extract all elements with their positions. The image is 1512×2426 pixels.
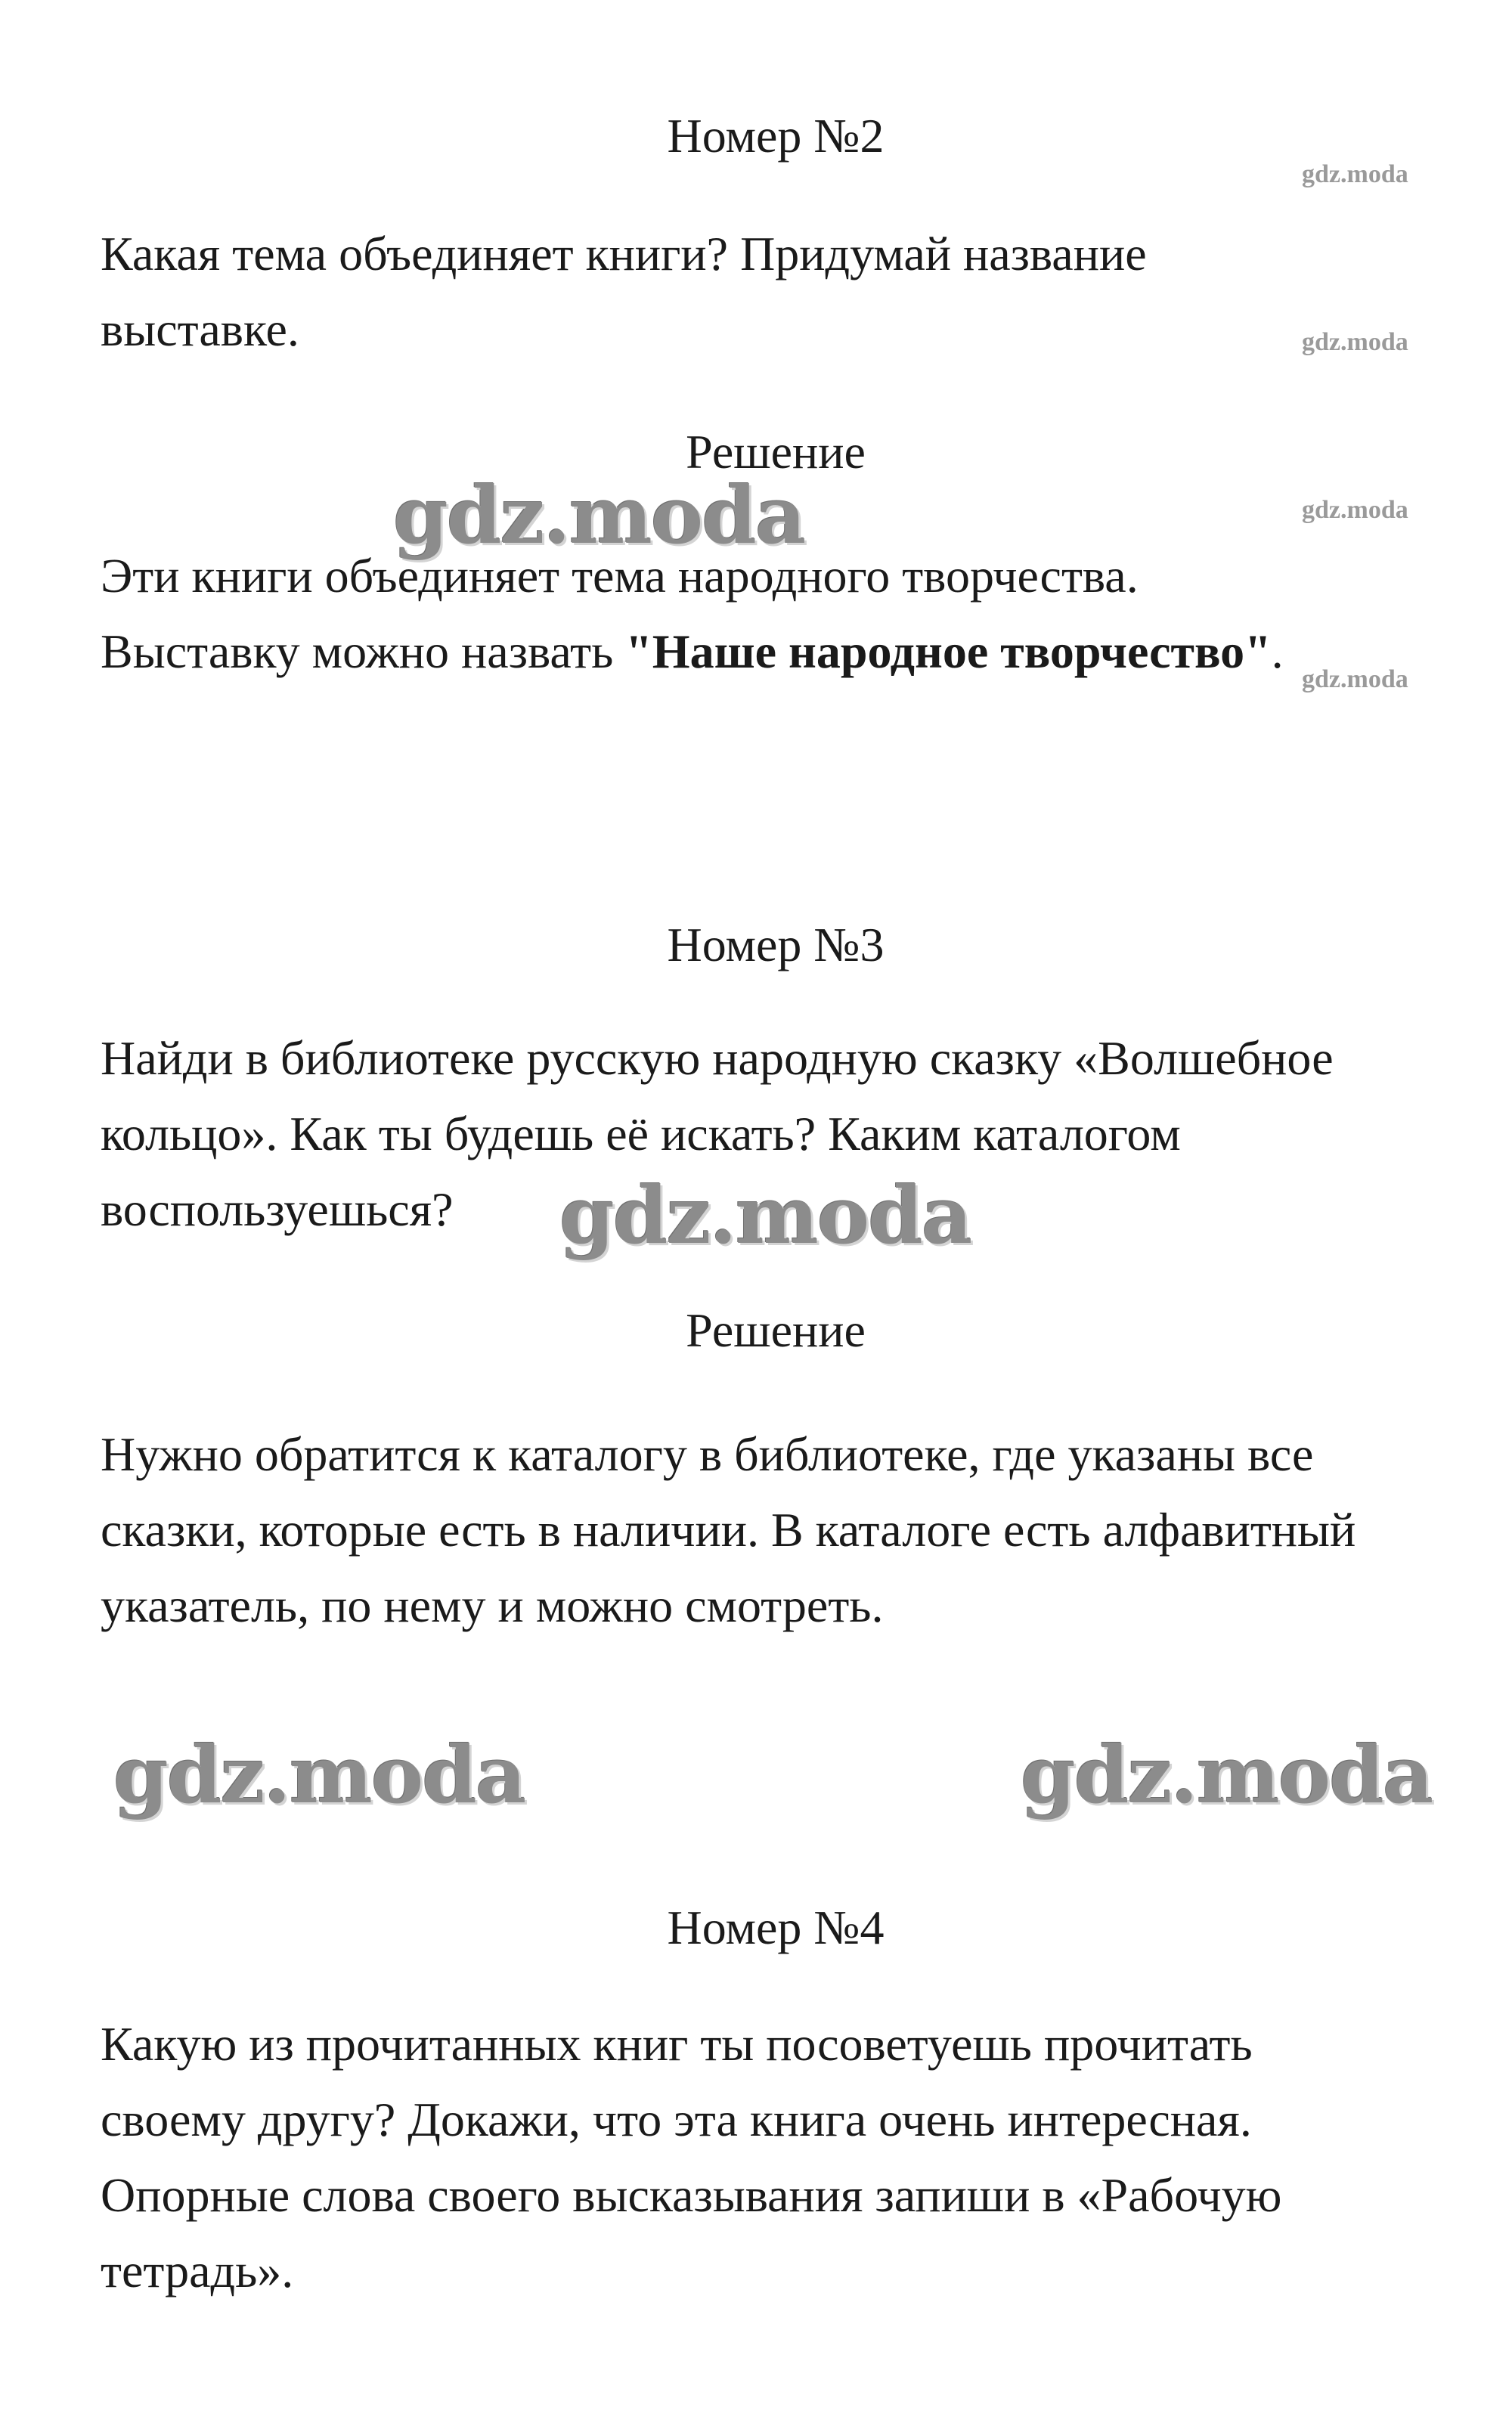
watermark: gdz.moda	[1021, 1728, 1433, 1821]
solution-line: сказки, которые есть в наличии. В каталоге есть алфавитный	[101, 1503, 1356, 1557]
solution-line: указатель, по нему и можно смотреть.	[101, 1579, 884, 1632]
task-line: своему другу? Докажи, что эта книга очень интересная.	[101, 2093, 1252, 2146]
watermark: gdz.moda	[1302, 328, 1408, 356]
task-line: Какая тема объединяет книги? Придумай название	[101, 227, 1147, 280]
section-2-task	[101, 216, 1512, 367]
section-4-task	[101, 2006, 1512, 2309]
solution-line: Нужно обратится к каталогу в библиотеке, где указаны все	[101, 1427, 1314, 1481]
solution-text: Выставку можно назвать	[101, 624, 626, 678]
task-line: воспользуешься?	[101, 1182, 454, 1236]
watermark: gdz.moda	[559, 1169, 971, 1262]
exhibition-title: "Наше народное творчество"	[625, 624, 1272, 678]
section-2-solution	[101, 538, 1512, 689]
section-4-heading: Номер №4	[667, 1901, 885, 1954]
task-line: выставке.	[101, 302, 299, 356]
task-line: кольцо». Как ты будешь её искать? Каким каталогом	[101, 1107, 1181, 1160]
solution-text: .	[1271, 624, 1284, 678]
task-line: Найди в библиотеке русскую народную сказку «Волшебное	[101, 1031, 1334, 1085]
task-line: тетрадь».	[101, 2244, 294, 2297]
task-line: Какую из прочитанных книг ты посоветуешь прочитать	[101, 2017, 1253, 2071]
watermark: gdz.moda	[1302, 665, 1408, 693]
task-line: Опорные слова своего высказывания запиши в «Рабочую	[101, 2168, 1282, 2222]
section-3-solution	[101, 1417, 1512, 1644]
watermark: gdz.moda	[1302, 160, 1408, 188]
watermark: gdz.moda	[113, 1728, 525, 1821]
section-3-heading: Номер №3	[667, 918, 885, 971]
watermark: gdz.moda	[1302, 496, 1408, 524]
solution-line	[101, 614, 1512, 689]
section-2-solution-heading: Решение	[686, 425, 866, 479]
section-2-heading: Номер №2	[667, 109, 885, 163]
section-3-solution-heading: Решение	[686, 1303, 866, 1357]
watermark: gdz.moda	[393, 469, 805, 562]
solution-line: Эти книги объединяет тема народного творчества.	[101, 549, 1139, 603]
